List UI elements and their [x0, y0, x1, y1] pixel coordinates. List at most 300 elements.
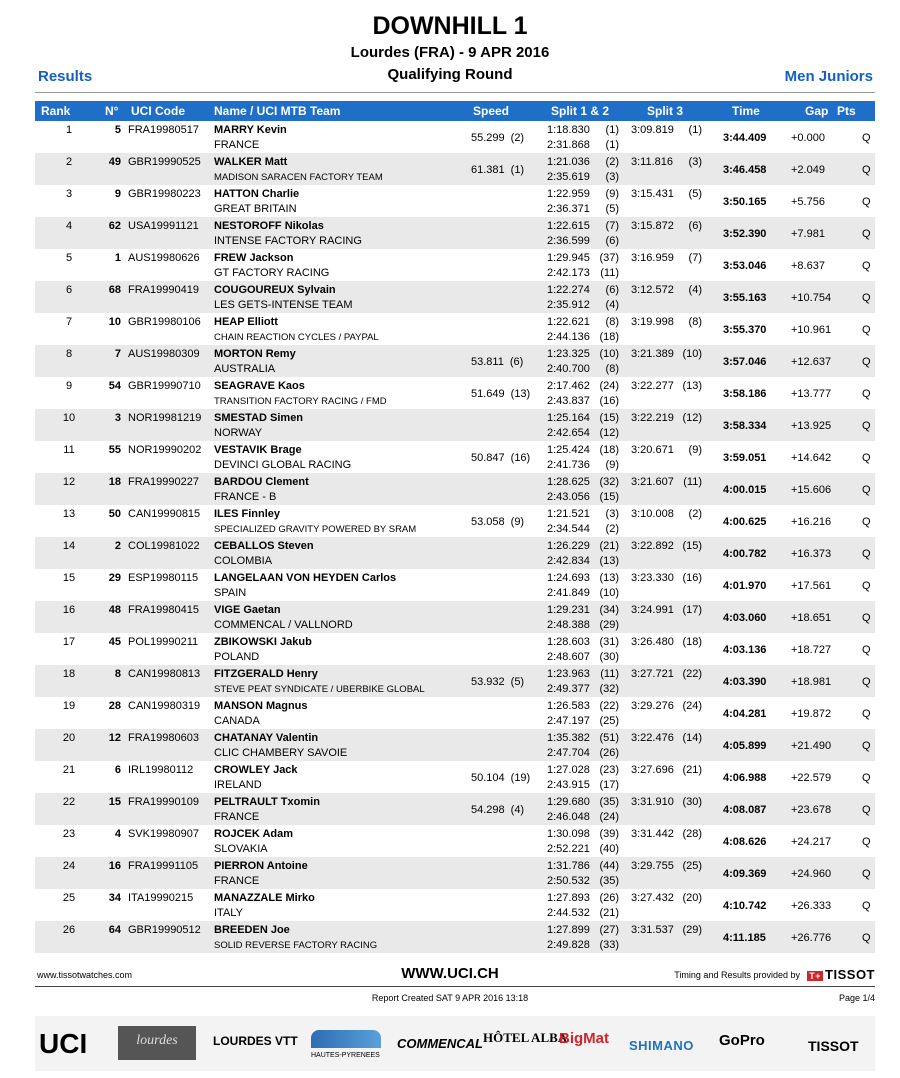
footer-timing-text: Timing and Results provided by [674, 970, 800, 980]
table-row [35, 473, 875, 505]
split2-time: 2:48.388 [547, 619, 590, 631]
split1-time: 1:21.036 [547, 156, 590, 168]
bib-number: 8 [114, 668, 121, 680]
team-name: SPAIN [214, 587, 247, 599]
finish-time: 3:50.165 [723, 196, 767, 208]
bib-number: 29 [108, 572, 121, 584]
finish-time: 3:53.046 [723, 260, 767, 272]
split1-rank: (34) [599, 604, 619, 616]
gap: +12.637 [791, 356, 832, 368]
gap: +18.651 [791, 612, 832, 624]
table-row [35, 761, 875, 793]
uci-code: COL19981022 [128, 540, 200, 552]
split3-time: 3:31.442 [631, 828, 674, 840]
split1-rank: (51) [599, 732, 619, 744]
bib-number: 34 [108, 892, 121, 904]
table-row [35, 857, 875, 889]
page-number: Page 1/4 [838, 993, 875, 1003]
bib-number: 3 [114, 412, 121, 424]
split1-time: 1:25.424 [547, 444, 590, 456]
speed-rank: (13) [510, 388, 531, 400]
speed-rank: (4) [510, 804, 525, 816]
team-name: FRANCE [214, 811, 260, 823]
bib-number: 6 [114, 764, 121, 776]
uci-code: IRL19980112 [128, 764, 194, 776]
speed [471, 388, 530, 400]
bib-number: 50 [108, 508, 121, 520]
col-split12: Split 1 & 2 [551, 104, 610, 118]
uci-code: FRA19980415 [128, 604, 199, 616]
split2-time: 2:47.704 [547, 747, 590, 759]
split2-rank: (24) [599, 811, 619, 823]
table-row [35, 217, 875, 249]
split1-time: 1:29.680 [547, 796, 590, 808]
rider-name: LANGELAAN VON HEYDEN Carlos [214, 572, 397, 584]
sponsor-bigmat-logo: BigMat [559, 1030, 609, 1047]
rank-cell: 24 [62, 860, 76, 872]
rider-name: VIGE Gaetan [214, 604, 281, 616]
split2-time: 2:42.173 [547, 267, 590, 279]
speed-value: 54.298 [471, 804, 505, 816]
team-name: LES GETS-INTENSE TEAM [214, 299, 353, 311]
speed-rank: (9) [510, 516, 525, 528]
gap: +19.872 [791, 708, 832, 720]
table-row [35, 601, 875, 633]
table-row [35, 281, 875, 313]
speed [471, 772, 530, 784]
split2-time: 2:36.371 [547, 203, 590, 215]
bib-number: 28 [108, 700, 121, 712]
team-name: DEVINCI GLOBAL RACING [214, 459, 352, 471]
speed-rank: (5) [510, 676, 525, 688]
speed-rank: (2) [510, 132, 525, 144]
split3-time: 3:09.819 [631, 124, 674, 136]
table-row [35, 633, 875, 665]
split1-rank: (6) [605, 284, 619, 296]
split3-time: 3:20.671 [631, 444, 674, 456]
table-row [35, 505, 875, 537]
split1-time: 1:18.830 [547, 124, 590, 136]
gap: +18.981 [791, 676, 832, 688]
gap: +24.960 [791, 868, 832, 880]
gap: +17.561 [791, 580, 832, 592]
split2-rank: (4) [605, 299, 619, 311]
split3-time: 3:27.721 [631, 668, 674, 680]
report-created: Report Created SAT 9 APR 2016 13:18 [371, 993, 529, 1003]
split2-time: 2:44.532 [547, 907, 590, 919]
uci-code: AUS19980626 [128, 252, 200, 264]
split1-time: 1:28.603 [547, 636, 590, 648]
col-time: Time [732, 104, 760, 118]
uci-code: POL19990211 [128, 636, 199, 648]
split2-rank: (1) [605, 139, 619, 151]
rank-cell: 18 [62, 668, 76, 680]
speed-value: 51.649 [471, 388, 505, 400]
uci-code: GBR19980223 [128, 188, 201, 200]
finish-time: 3:58.334 [723, 420, 767, 432]
split1-time: 1:23.963 [547, 668, 590, 680]
tissot-cross-icon: T+ [809, 971, 822, 981]
split1-rank: (26) [599, 892, 619, 904]
gap: +16.373 [791, 548, 832, 560]
team-name: CLIC CHAMBERY SAVOIE [214, 747, 348, 759]
team-name: FRANCE [214, 875, 260, 887]
finish-time: 4:00.015 [723, 484, 767, 496]
gap: +5.756 [791, 196, 825, 208]
split3-time: 3:27.696 [631, 764, 674, 776]
rank-cell: 21 [62, 764, 76, 776]
speed-value: 50.104 [471, 772, 505, 784]
split1-rank: (22) [599, 700, 619, 712]
points: Q [862, 708, 871, 720]
split3-time: 3:22.277 [631, 380, 674, 392]
uci-code: FRA19990109 [128, 796, 199, 808]
points: Q [862, 804, 871, 816]
uci-code: GBR19980106 [128, 316, 201, 328]
rank-cell: 13 [62, 508, 76, 520]
split3-rank: (24) [682, 700, 702, 712]
finish-time: 3:52.390 [723, 228, 767, 240]
split1-time: 1:28.625 [547, 476, 590, 488]
split3-rank: (13) [682, 380, 702, 392]
uci-code: AUS19980309 [128, 348, 200, 360]
rider-name: CROWLEY Jack [214, 764, 298, 776]
split2-rank: (11) [600, 267, 619, 279]
rank-cell: 11 [63, 444, 75, 456]
split2-time: 2:46.048 [547, 811, 590, 823]
split2-time: 2:50.532 [547, 875, 590, 887]
sponsor-hautes-pyrenees-logo: HAUTES-PYRENEES [311, 1052, 380, 1059]
uci-code: FRA19990419 [128, 284, 199, 296]
split3-rank: (5) [688, 188, 702, 200]
points: Q [862, 548, 871, 560]
points: Q [862, 932, 871, 944]
uci-code: FRA19980517 [128, 124, 199, 136]
split1-time: 1:31.786 [547, 860, 590, 872]
split3-rank: (29) [682, 924, 702, 936]
bib-number: 12 [108, 732, 121, 744]
split3-time: 3:11.816 [631, 156, 674, 168]
footer-divider [35, 986, 875, 987]
split3-rank: (30) [682, 796, 702, 808]
split3-time: 3:21.389 [631, 348, 674, 360]
split2-time: 2:40.700 [547, 363, 590, 375]
speed [471, 676, 524, 688]
rider-name: ROJCEK Adam [214, 828, 294, 840]
event-subtitle: Lourdes (FRA) - 9 APR 2016 [350, 44, 550, 61]
split3-rank: (1) [688, 124, 702, 136]
team-name: CHAIN REACTION CYCLES / PAYPAL [214, 332, 379, 343]
split1-rank: (7) [605, 220, 619, 232]
table-row [35, 537, 875, 569]
rider-name: MANSON Magnus [214, 700, 308, 712]
split1-rank: (44) [599, 860, 619, 872]
points: Q [862, 612, 871, 624]
speed-rank: (1) [510, 164, 525, 176]
rider-name: MORTON Remy [214, 348, 296, 360]
bib-number: 54 [108, 380, 121, 392]
title-divider [35, 92, 875, 93]
speed-rank: (16) [510, 452, 531, 464]
split3-time: 3:26.480 [631, 636, 674, 648]
finish-time: 4:01.970 [723, 580, 767, 592]
uci-code: GBR19990710 [128, 380, 201, 392]
gap: +21.490 [791, 740, 832, 752]
tissot-logo: T+ TISSOT [809, 967, 875, 982]
rider-name: BARDOU Clement [214, 476, 309, 488]
team-name: GT FACTORY RACING [214, 267, 330, 279]
points: Q [862, 324, 871, 336]
results-link[interactable]: Results [38, 68, 93, 85]
split1-time: 1:21.521 [547, 508, 590, 520]
split1-rank: (35) [599, 796, 619, 808]
rank-cell: 20 [62, 732, 76, 744]
finish-time: 4:03.136 [723, 644, 767, 656]
speed-value: 61.381 [471, 164, 505, 176]
finish-time: 4:10.742 [723, 900, 767, 912]
split3-rank: (3) [688, 156, 702, 168]
rank-cell: 25 [62, 892, 76, 904]
points: Q [862, 164, 871, 176]
split2-rank: (2) [605, 523, 619, 535]
split2-rank: (6) [605, 235, 619, 247]
team-name: ITALY [214, 907, 243, 919]
split3-time: 3:23.330 [631, 572, 674, 584]
uci-code: NOR19990202 [128, 444, 202, 456]
points: Q [862, 676, 871, 688]
split2-rank: (21) [599, 907, 619, 919]
rider-name: ZBIKOWSKI Jakub [214, 636, 312, 648]
finish-time: 3:55.370 [723, 324, 767, 336]
split2-time: 2:49.377 [547, 683, 590, 695]
split3-rank: (25) [682, 860, 702, 872]
split3-time: 3:16.959 [631, 252, 674, 264]
finish-time: 3:58.186 [723, 388, 767, 400]
split2-rank: (3) [605, 171, 619, 183]
footer-uci-url[interactable]: WWW.UCI.CH [401, 965, 499, 982]
uci-code: GBR19990525 [128, 156, 201, 168]
team-name: MADISON SARACEN FACTORY TEAM [214, 172, 383, 183]
split2-rank: (29) [599, 619, 619, 631]
uci-code: SVK19980907 [128, 828, 199, 840]
rank-cell: 14 [62, 540, 76, 552]
team-name: FRANCE - B [214, 491, 277, 503]
speed-rank: (19) [510, 772, 531, 784]
split2-time: 2:41.849 [547, 587, 590, 599]
table-header [35, 101, 875, 121]
rank-cell: 9 [65, 380, 73, 392]
finish-time: 4:08.626 [723, 836, 767, 848]
team-name: COMMENCAL / VALLNORD [214, 619, 353, 631]
bib-number: 15 [108, 796, 121, 808]
split3-time: 3:10.008 [631, 508, 674, 520]
points: Q [862, 740, 871, 752]
rider-name: PIERRON Antoine [214, 860, 308, 872]
split1-rank: (13) [599, 572, 619, 584]
speed-value: 53.811 [471, 356, 504, 368]
split1-rank: (2) [605, 156, 619, 168]
gap: +13.925 [791, 420, 832, 432]
split1-rank: (24) [599, 380, 619, 392]
col-pts: Pts [837, 104, 856, 118]
table-row [35, 441, 875, 473]
table-row [35, 121, 875, 153]
bib-number: 45 [108, 636, 121, 648]
split3-rank: (11) [683, 476, 702, 488]
uci-code: FRA19991105 [128, 860, 199, 872]
rider-name: VESTAVIK Brage [214, 444, 302, 456]
team-name: GREAT BRITAIN [214, 203, 297, 215]
rank-cell: 5 [65, 252, 73, 264]
split1-rank: (37) [599, 252, 619, 264]
split1-time: 1:27.028 [547, 764, 590, 776]
sponsor-hotel-alba-logo: HÔTEL ALBA [483, 1030, 568, 1045]
split1-rank: (21) [599, 540, 619, 552]
points: Q [862, 356, 871, 368]
finish-time: 4:00.782 [723, 548, 767, 560]
rider-name: SEAGRAVE Kaos [214, 380, 305, 392]
table-row [35, 377, 875, 409]
finish-time: 3:59.051 [723, 452, 767, 464]
team-name: AUSTRALIA [214, 363, 276, 375]
split2-time: 2:47.197 [547, 715, 590, 727]
uci-code: NOR19981219 [128, 412, 202, 424]
footer-website[interactable]: www.tissotwatches.com [37, 970, 133, 980]
team-name: SLOVAKIA [214, 843, 268, 855]
split3-rank: (18) [682, 636, 702, 648]
finish-time: 4:11.185 [723, 932, 766, 944]
team-name: CANADA [214, 715, 260, 727]
points: Q [862, 228, 871, 240]
col-gap: Gap [805, 104, 829, 118]
sponsor-shimano-logo: SHIMANO [629, 1038, 694, 1053]
team-name: COLOMBIA [214, 555, 273, 567]
split3-time: 3:29.755 [631, 860, 674, 872]
rider-name: MANAZZALE Mirko [214, 892, 315, 904]
split1-time: 1:25.164 [547, 412, 590, 424]
split2-rank: (30) [599, 651, 619, 663]
bib-number: 49 [108, 156, 121, 168]
split3-time: 3:15.431 [631, 188, 674, 200]
bib-number: 1 [114, 252, 121, 264]
split3-time: 3:29.276 [631, 700, 674, 712]
split3-rank: (16) [682, 572, 702, 584]
col-uci-code: UCI Code [131, 104, 185, 118]
split3-rank: (15) [682, 540, 702, 552]
points: Q [862, 644, 871, 656]
team-name: NORWAY [214, 427, 263, 439]
gap: +16.216 [791, 516, 832, 528]
split1-time: 1:22.274 [547, 284, 590, 296]
gap: +7.981 [791, 228, 825, 240]
table-row [35, 249, 875, 281]
finish-time: 4:04.281 [723, 708, 767, 720]
split1-rank: (10) [599, 348, 619, 360]
split1-rank: (9) [605, 188, 619, 200]
team-name: IRELAND [214, 779, 262, 791]
gap: +10.961 [791, 324, 832, 336]
rank-cell: 7 [65, 316, 73, 328]
gap: +2.049 [791, 164, 825, 176]
points: Q [862, 516, 871, 528]
category-label: Men Juniors [784, 68, 873, 85]
uci-code: ESP19980115 [128, 572, 199, 584]
sponsor-strip [35, 1016, 875, 1071]
split2-rank: (26) [599, 747, 619, 759]
points: Q [862, 388, 871, 400]
speed [471, 452, 530, 464]
bib-number: 7 [114, 348, 121, 360]
split3-rank: (14) [682, 732, 702, 744]
table-row [35, 409, 875, 441]
split1-rank: (32) [599, 476, 619, 488]
split3-time: 3:27.432 [631, 892, 674, 904]
split3-rank: (10) [682, 348, 702, 360]
team-name: TRANSITION FACTORY RACING / FMD [214, 396, 387, 407]
uci-code: FRA19990227 [128, 476, 199, 488]
rank-cell: 8 [65, 348, 73, 360]
split3-rank: (2) [688, 508, 702, 520]
sponsor-lourdes-vtt-logo: LOURDES VTT [213, 1034, 298, 1048]
bib-number: 55 [108, 444, 121, 456]
col-rank: Rank [41, 104, 71, 118]
points: Q [862, 420, 871, 432]
split1-rank: (11) [600, 668, 619, 680]
finish-time: 4:05.899 [723, 740, 767, 752]
rider-name: CEBALLOS Steven [214, 540, 314, 552]
points: Q [862, 292, 871, 304]
split3-time: 3:22.476 [631, 732, 674, 744]
sponsor-commencal-logo: COMMENCAL [397, 1036, 483, 1051]
split2-rank: (32) [599, 683, 619, 695]
points: Q [862, 900, 871, 912]
split1-time: 2:17.462 [547, 380, 590, 392]
uci-code: CAN19990815 [128, 508, 201, 520]
split1-time: 1:23.325 [547, 348, 590, 360]
rider-name: FREW Jackson [214, 252, 294, 264]
split1-time: 1:22.615 [547, 220, 590, 232]
split2-time: 2:48.607 [547, 651, 590, 663]
split2-time: 2:34.544 [547, 523, 590, 535]
rider-name: COUGOUREUX Sylvain [214, 284, 336, 296]
team-name: INTENSE FACTORY RACING [214, 235, 362, 247]
split2-time: 2:43.056 [547, 491, 590, 503]
uci-code: USA19991121 [128, 220, 199, 232]
split2-rank: (13) [599, 555, 619, 567]
rider-name: HEAP Elliott [214, 316, 278, 328]
speed [471, 132, 524, 144]
speed-value: 53.932 [471, 676, 505, 688]
rider-name: SMESTAD Simen [214, 412, 304, 424]
split1-rank: (18) [599, 444, 619, 456]
split1-time: 1:22.621 [547, 316, 590, 328]
split2-rank: (25) [599, 715, 619, 727]
split1-time: 1:29.231 [547, 604, 590, 616]
split1-rank: (15) [599, 412, 619, 424]
rank-cell: 22 [62, 796, 76, 808]
bib-number: 9 [114, 188, 121, 200]
finish-time: 3:44.409 [723, 132, 767, 144]
team-name: SOLID REVERSE FACTORY RACING [214, 940, 378, 951]
points: Q [862, 260, 871, 272]
finish-time: 3:46.458 [723, 164, 767, 176]
table-row [35, 153, 875, 185]
split1-time: 1:27.899 [547, 924, 590, 936]
split2-time: 2:44.136 [547, 331, 590, 343]
split3-time: 3:22.892 [631, 540, 674, 552]
table-row [35, 729, 875, 761]
sponsor-uci-logo: UCI [39, 1028, 88, 1059]
